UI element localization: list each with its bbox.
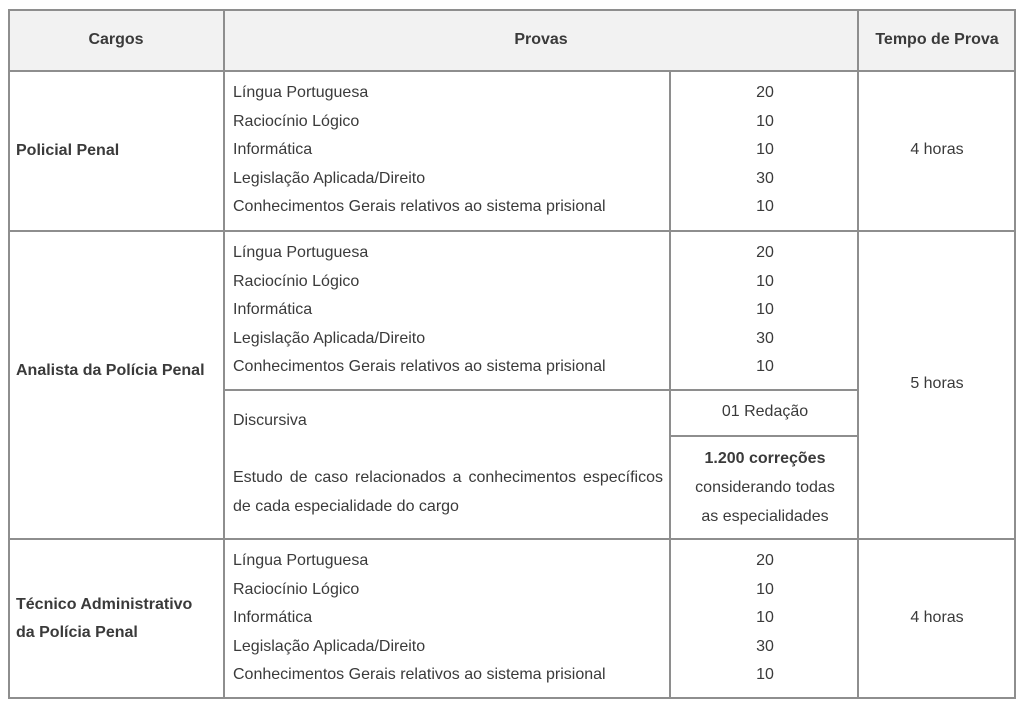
question-count: 30 [756,637,774,655]
subject-name: Informática [233,609,313,626]
discursiva-value: 01 Redação [721,403,809,420]
tempo-policial-penal: 4 horas [910,141,964,158]
question-count: 30 [756,329,774,347]
subject-name: Informática [233,141,313,158]
discursiva-label: Discursiva [233,412,307,429]
subject-name: Conhecimentos Gerais relativos ao sistema prisional [233,198,606,215]
row2-question-counts [672,239,858,382]
question-count: 10 [756,198,774,215]
row-divider [8,230,1016,232]
correcoes-count: 1.200 correções [704,450,826,467]
subject-name: Língua Portuguesa [233,552,369,569]
header-cargos: Cargos [88,31,144,48]
subject-name: Legislação Aplicada/Direito [233,329,426,347]
table-border-bottom [8,697,1016,699]
question-count: 10 [756,301,774,318]
table-border-top [8,9,1016,11]
exam-table [8,9,1016,699]
table-border-left [8,9,10,699]
column-divider [669,71,671,699]
tempo-tecnico: 4 horas [910,609,964,626]
subject-name: Raciocínio Lógico [233,580,360,598]
subject-name: Conhecimentos Gerais relativos ao sistema prisional [233,358,606,375]
cargo-line: da Polícia Penal [16,624,138,641]
header-divider [8,70,1016,72]
question-count: 10 [756,112,774,130]
header-provas: Provas [514,31,568,48]
subject-name: Língua Portuguesa [233,244,369,261]
row3-subject-list [233,547,606,690]
question-count: 10 [756,609,774,626]
header-tempo-de-prova: Tempo de Prova [875,31,999,48]
subject-name: Raciocínio Lógico [233,272,360,290]
question-count: 20 [756,244,774,261]
correcoes-desc-line2: as especialidades [701,508,829,525]
redacao-divider [670,435,858,437]
discursiva-divider [224,389,858,391]
correcoes-desc-line1: considerando todas [695,479,835,496]
subject-name: Raciocínio Lógico [233,112,360,130]
row1-subject-list [233,79,606,222]
question-count: 30 [756,169,774,187]
row1-question-counts [672,79,858,222]
tempo-analista: 5 horas [910,375,964,392]
subject-name: Conhecimentos Gerais relativos ao sistema prisional [233,666,606,683]
column-divider [857,9,859,699]
column-divider [223,9,225,699]
question-count: 10 [756,141,774,158]
correcoes-block [672,444,858,531]
cargo-line: Técnico Administrativo [16,596,193,613]
row3-question-counts [672,547,858,690]
cargo-policial-penal: Policial Penal [16,142,120,159]
question-count: 20 [756,552,774,569]
row2-subject-list [233,239,606,382]
question-count: 10 [756,358,774,375]
table-border-right [1014,9,1016,699]
question-count: 10 [756,580,774,598]
estudo-de-caso-text: Estudo de caso relacionados a conhecimentos específicos de cada especialidade do cargo [233,469,663,515]
subject-name: Legislação Aplicada/Direito [233,169,426,187]
question-count: 10 [756,272,774,290]
subject-name: Legislação Aplicada/Direito [233,637,426,655]
question-count: 20 [756,84,774,101]
subject-name: Língua Portuguesa [233,84,369,101]
row-divider [8,538,1016,540]
cargo-analista-policia-penal: Analista da Polícia Penal [16,362,205,379]
subject-name: Informática [233,301,313,318]
question-count: 10 [756,666,774,683]
cargo-tecnico-administrativo [16,591,192,647]
